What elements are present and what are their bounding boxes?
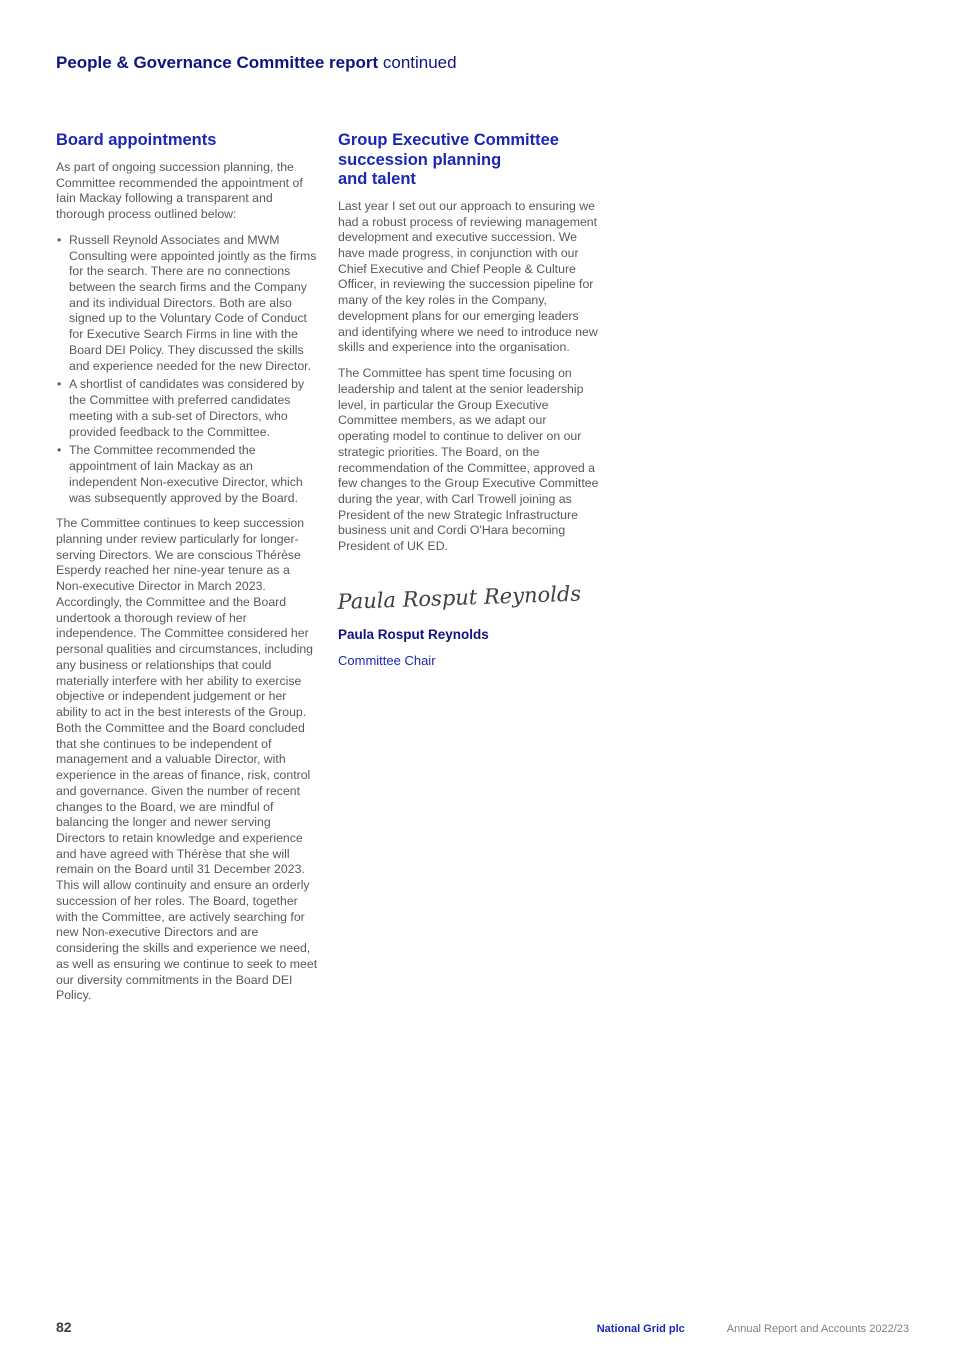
report-title: Annual Report and Accounts 2022/23	[726, 1323, 909, 1335]
page-title	[56, 53, 909, 73]
board-appointments-bullet-list	[56, 233, 318, 506]
company-name: National Grid plc	[596, 1323, 685, 1335]
footer-right-group	[597, 1323, 909, 1335]
bullet-item: • A shortlist of candidates was considered by the Committee with preferred candidates meeting with a sub-set of Directors, who provided feedback to the Committee.	[56, 377, 318, 440]
signatory-role: Committee Chair	[338, 653, 436, 669]
heading-line: and talent	[338, 170, 416, 189]
board-appointments-intro: As part of ongoing succession planning, the Committee recommended the appointment of Iain Mackay following a transparent and thorough process outlined below:	[56, 159, 303, 222]
page-footer	[56, 1319, 909, 1335]
page-title-bold: People & Governance Committee report	[56, 53, 379, 72]
section-heading-group-executive	[338, 131, 600, 189]
board-appointments-body: The Committee continues to keep succession planning under review particularly for longer-serving Directors. We are conscious Thérèse Esperdy reached her nine-year tenure as a Non-executive Director in March 2023. Accordingly, the Committee and the Board undertook a thorough review of her independence. The Committee considered her personal qualities and circumstances, including any business or relationships that could materially interfere with her ability to exercise objective or independent judgement or her ability to act in the best interests of the Group. Both the Committee and the Board concluded that she continues to be independent of management and a valuable Director, with experience in the areas of finance, risk, control and governance. Given the number of recent changes to the Board, we are mindful of balancing the longer and newer serving Directors to retain knowledge and experience and have agreed with Thérèse that she will remain on the Board until 31 December 2023. This will allow continuity and ensure an orderly succession of her roles. The Board, together with the Committee, are actively searching for new Non-executive Directors and are considering the skills and experience we need, as well as ensuring we continue to seek to meet our diversity commitments in the Board DEI Policy.	[56, 516, 318, 1003]
page-title-continued: continued	[378, 53, 457, 72]
bullet-item: • Russell Reynold Associates and MWM Consulting were appointed jointly as the firms for the search. There are no connections between the search firms and the Company and its individual Directors. Both are also signed up to the Voluntary Code of Conduct for Executive Search Firms in line with the Board DEI Policy. They discussed the skills and experience needed for the new Director.	[56, 233, 318, 375]
section-heading-board-appointments: Board appointments	[56, 131, 217, 150]
group-executive-para-2: The Committee has spent time focusing on leadership and talent at the senior leadership level, in particular the Group Executive Committee members, as we adapt our operating model to continue to deliver on our strategic priorities. The Board, on the recommendation of the Committee, approved a few changes to the Group Executive Committee during the year, with Carl Trowell joining as President of the new Strategic Infrastructure business unit and Cordi O'Hara becoming President of UK ED.	[338, 366, 599, 554]
content-columns	[56, 131, 909, 1014]
handwritten-signature: Paula Rosput Reynolds	[337, 581, 582, 614]
heading-line: Group Executive Committee	[338, 131, 559, 150]
column-group-executive	[338, 131, 600, 679]
group-executive-para-1: Last year I set out our approach to ensuring we had a robust process of reviewing management development and executive succession. We have made progress, in conjunction with our Chief Executive and Chief People & Culture Officer, in reviewing the succession pipeline for many of the key roles in the Company, development plans for our emerging leaders and identifying where we need to introduce new skills and experience into the organisation.	[338, 198, 598, 355]
heading-line: succession planning	[338, 150, 502, 169]
bullet-item: • The Committee recommended the appointment of Iain Mackay as an independent Non-executive Director, which was subsequently approved by the Board.	[56, 443, 318, 506]
column-board-appointments	[56, 131, 318, 1014]
signatory-name: Paula Rosput Reynolds	[338, 626, 489, 642]
page-number: 82	[56, 1319, 72, 1335]
